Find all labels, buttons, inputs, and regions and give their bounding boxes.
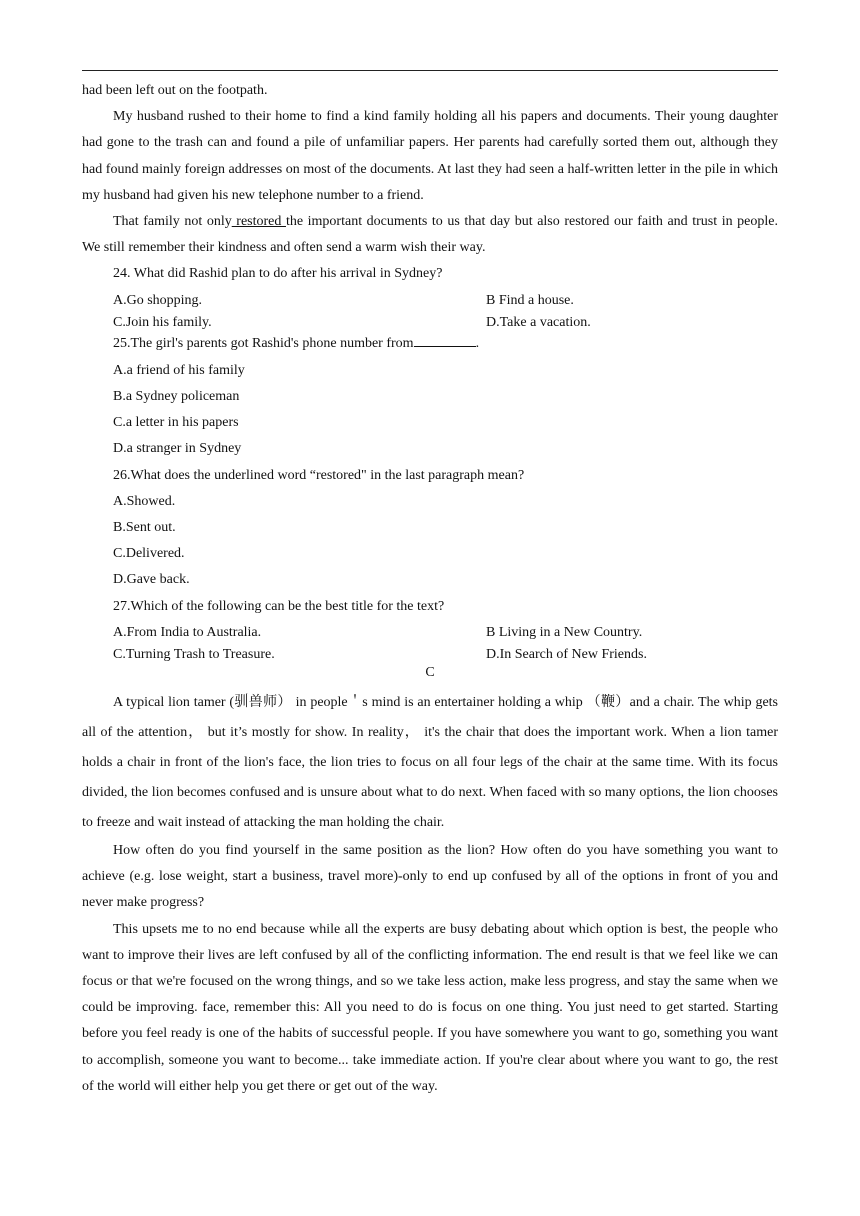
section-c-paragraph-2: How often do you find yourself in the same position as the lion? How often do you have something you want to achieve (e.g. lose weight, start a business, travel more)-only to end up confused by all of the options in front of you and never make progress?: [82, 843, 778, 911]
answer-blank: [414, 332, 476, 347]
section-c-passage: [82, 688, 778, 1100]
q26-option-c: C.Delivered.: [113, 546, 185, 562]
q26-option-d: D.Gave back.: [113, 572, 190, 588]
question-27-options-row-2: [113, 646, 778, 664]
q24-option-d: D.Take a vacation.: [486, 314, 591, 330]
q25-stem-text: 25.The girl's parents got Rashid's phone number from: [113, 335, 414, 351]
q27-option-c: C.Turning Trash to Treasure.: [113, 647, 275, 663]
q25-option-c: C.a letter in his papers: [113, 415, 239, 431]
q26-option-b: B.Sent out.: [113, 520, 176, 536]
q24-option-b: B Find a house.: [486, 292, 574, 308]
passage-b-paragraph-2: [82, 209, 778, 261]
question-24-stem: 24. What did Rashid plan to do after his arrival in Sydney?: [113, 266, 443, 282]
header-rule: [82, 70, 778, 71]
page-content: [82, 78, 778, 1100]
q27-option-a: A.From India to Australia.: [113, 624, 262, 640]
q26-option-a: A.Showed.: [113, 493, 176, 509]
q25-stem-end: .: [475, 335, 480, 351]
q25-option-d: D.a stranger in Sydney: [113, 441, 242, 457]
question-24-options-row-1: [113, 288, 778, 314]
section-c-paragraph-3: This upsets me to no end because while all the experts are busy debating about which option is best, the people who want to improve their lives are left confused by all of the conflicting information. The end result is that we feel like we can focus or that we're focused on the wrong things, and so we take less action, make less progress, and stay the same when we could be improving. face, remember this: All you need to do is focus on one thing. You just need to get started. Starting before you feel ready is one of the habits of successful people. If you have somewhere you want to go, something you want to accomplish, someone you want to become... take immediate action. If you're clear about where you want to go, the rest of the world will either help you get there or get out of the way.: [82, 921, 778, 1094]
section-c-heading: C: [425, 665, 435, 681]
p2-text-post: the important documents to us that day but also restored our faith and trust in people. We still remember their kindness and often send a warm wish their way.: [82, 214, 779, 256]
q25-option-b: B.a Sydney policeman: [113, 389, 240, 405]
q24-option-a: A.Go shopping.: [113, 292, 203, 308]
section-c-paragraph-1: A typical lion tamer (驯兽师） in people＇s mind is an entertainer holding a whip （鞭）and a chair. The whip gets all of the attention， but it’s mostly for show. In reality， it's the chair that does the important work. When a lion tamer holds a chair in front of the lion's face, the lion tries to focus on all four legs of the chair at the same time. With its focus divided, the lion becomes confused and is unsure about what to do next. When faced with so many options, the lion chooses to freeze and wait instead of attacking the man holding the chair.: [82, 695, 778, 831]
underlined-word-restored: restored: [231, 214, 286, 230]
passage-b-fragment: had been left out on the footpath.: [82, 83, 268, 98]
question-27-options-row-1: [113, 620, 778, 646]
question-27-stem: 27.Which of the following can be the best title for the text?: [113, 598, 445, 614]
q25-option-a: A.a friend of his family: [113, 362, 245, 378]
q24-option-c: C.Join his family.: [113, 314, 212, 330]
q27-option-d: D.In Search of New Friends.: [486, 647, 647, 663]
passage-b-paragraph-1: My husband rushed to their home to find a kind family holding all his papers and documents. Their young daughter had gone to the trash can and found a pile of unfamiliar papers. Her parents had carefully sorted them out, although they had found mainly foreign addresses on most of the documents. At last they had seen a half-written letter in the pile in which my husband had given his new telephone number to a friend.: [82, 109, 778, 203]
p2-text-pre: That family not only: [113, 214, 232, 230]
question-24-options-row-2: [113, 314, 778, 332]
question-26-stem: 26.What does the underlined word “restored" in the last paragraph mean?: [113, 467, 525, 483]
question-25-stem: [113, 332, 778, 353]
q27-option-b: B Living in a New Country.: [486, 624, 643, 640]
